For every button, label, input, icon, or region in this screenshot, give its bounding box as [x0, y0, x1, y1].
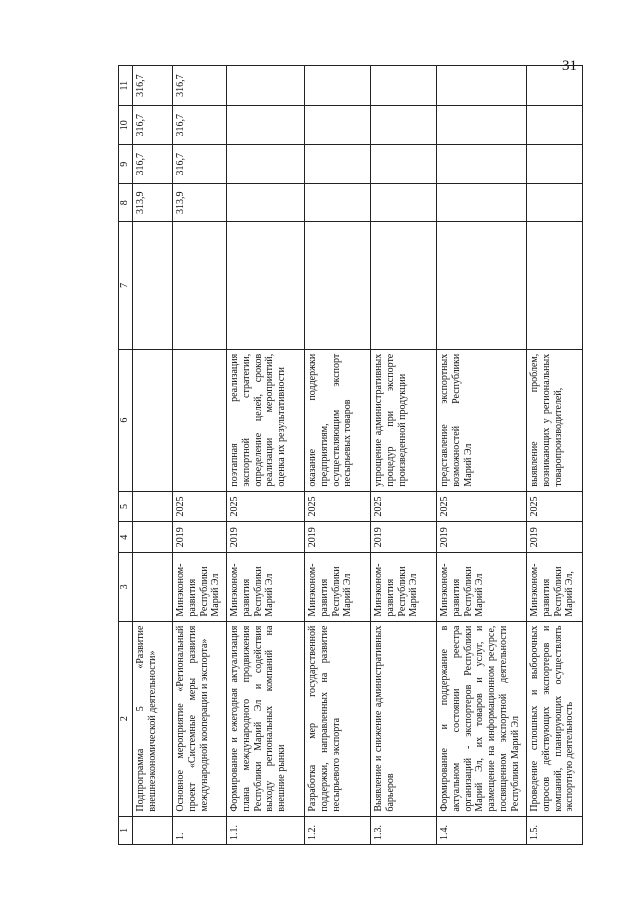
row-value-11	[305, 66, 371, 106]
rotated-table-wrapper	[118, 65, 598, 845]
subprogram-start	[133, 522, 173, 553]
program-activities-table	[118, 65, 583, 845]
row-indicator	[371, 222, 437, 350]
row-num: 1.	[173, 816, 227, 844]
row-indicator	[173, 222, 227, 350]
subprogram-value-10: 316,7	[133, 106, 173, 145]
row-end-year: 2025	[371, 491, 437, 522]
row-result	[173, 349, 227, 491]
header-col-9: 9	[119, 145, 133, 184]
row-start-year: 2019	[173, 522, 227, 553]
row-executor: Минэконом-развития Республики Марий Эл	[227, 553, 305, 622]
row-activity: Разработка мер государственной поддержки, направленных на развитие несырьевого экспорта	[305, 621, 371, 816]
row-start-year: 2019	[227, 522, 305, 553]
table-row	[305, 66, 371, 845]
row-result: упрощение административных процедур при экспорте произведенной продукции	[371, 349, 437, 491]
row-end-year: 2025	[305, 491, 371, 522]
row-indicator	[305, 222, 371, 350]
row-result: оказание поддержки предприятиям, осуществляющим экспорт несырьевых товаров	[305, 349, 371, 491]
row-end-year: 2025	[173, 491, 227, 522]
row-value-8: 313,9	[173, 184, 227, 222]
header-col-4: 4	[119, 522, 133, 553]
row-value-9: 316,7	[173, 145, 227, 184]
row-value-10	[527, 106, 583, 145]
header-col-2: 2	[119, 621, 133, 816]
row-start-year: 2019	[371, 522, 437, 553]
subprogram-exec	[133, 553, 173, 622]
row-num: 1.5.	[527, 816, 583, 844]
subprogram-num	[133, 816, 173, 844]
table-row	[437, 66, 527, 845]
row-value-10	[227, 106, 305, 145]
header-col-10: 10	[119, 106, 133, 145]
row-num: 1.3.	[371, 816, 437, 844]
header-col-5: 5	[119, 491, 133, 522]
row-end-year: 2025	[527, 491, 583, 522]
table-row	[173, 66, 227, 845]
row-value-9	[305, 145, 371, 184]
page-number: 31	[562, 58, 577, 74]
row-value-11: 316,7	[173, 66, 227, 106]
header-col-7: 7	[119, 222, 133, 350]
row-value-11	[437, 66, 527, 106]
row-result: представление экспортных возможностей Республики Марий Эл	[437, 349, 527, 491]
row-indicator	[437, 222, 527, 350]
row-value-11	[227, 66, 305, 106]
subprogram-indicator	[133, 222, 173, 350]
row-activity: Формирование и ежегодная актуализация плана международного продвижения Республики Марий Эл и содействия выходу региональных компаний на внешние рынки	[227, 621, 305, 816]
table-row	[227, 66, 305, 845]
subprogram-end	[133, 491, 173, 522]
row-start-year: 2019	[527, 522, 583, 553]
row-result: поэтапная реализация экспортной стратегии, определение целей, сроков реализации мероприятий, оценка их результативности	[227, 349, 305, 491]
row-value-8	[227, 184, 305, 222]
header-col-8: 8	[119, 184, 133, 222]
row-executor: Минэконом-развития Республики Марий Эл,	[527, 553, 583, 622]
subprogram-value-11: 316,7	[133, 66, 173, 106]
header-col-1: 1	[119, 816, 133, 844]
row-value-8	[437, 184, 527, 222]
row-result: выявление проблем, возникающих у региональных товаропроизводителей,	[527, 349, 583, 491]
row-activity: Формирование и поддержание в актуальном состоянии реестра организаций - экспортеров Республики Марий Эл, их товаров и услуг, и размещение на информационном ресурсе, посвященном экспортной деятельности Республики Марий Эл	[437, 621, 527, 816]
subprogram-row	[133, 66, 173, 845]
row-executor: Минэконом-развития Республики Марий Эл	[437, 553, 527, 622]
row-num: 1.1.	[227, 816, 305, 844]
subprogram-result	[133, 349, 173, 491]
row-value-10: 316,7	[173, 106, 227, 145]
subprogram-value-8: 313,9	[133, 184, 173, 222]
row-end-year: 2025	[227, 491, 305, 522]
row-value-10	[437, 106, 527, 145]
row-value-11	[371, 66, 437, 106]
header-row	[119, 66, 133, 845]
row-num: 1.2.	[305, 816, 371, 844]
row-start-year: 2019	[305, 522, 371, 553]
table-row	[371, 66, 437, 845]
header-col-11: 11	[119, 66, 133, 106]
row-activity: Выявление и снижение административных барьеров	[371, 621, 437, 816]
row-end-year: 2025	[437, 491, 527, 522]
row-value-8	[527, 184, 583, 222]
row-value-11	[527, 66, 583, 106]
row-activity: Основное мероприятие «Региональный проект «Системные меры развития международной кооперации и экспорта»	[173, 621, 227, 816]
row-value-10	[371, 106, 437, 145]
header-col-6: 6	[119, 349, 133, 491]
row-executor: Минэконом-развития Республики Марий Эл	[173, 553, 227, 622]
row-value-9	[437, 145, 527, 184]
row-value-10	[305, 106, 371, 145]
row-value-9	[227, 145, 305, 184]
row-value-9	[371, 145, 437, 184]
row-indicator	[527, 222, 583, 350]
subprogram-value-9: 316,7	[133, 145, 173, 184]
row-start-year: 2019	[437, 522, 527, 553]
table-row	[527, 66, 583, 845]
header-col-3: 3	[119, 553, 133, 622]
row-executor: Минэконом-развития Республики Марий Эл	[305, 553, 371, 622]
row-num: 1.4.	[437, 816, 527, 844]
row-value-8	[305, 184, 371, 222]
row-value-9	[527, 145, 583, 184]
row-executor: Минэконом-развития Республики Марий Эл	[371, 553, 437, 622]
subprogram-title: Подпрограмма 5 «Развитие внешнеэкономической деятельности»	[133, 621, 173, 816]
row-value-8	[371, 184, 437, 222]
row-activity: Проведение сплошных и выборочных опросов действующих экспортеров и компаний, планирующих осуществлять экспортную деятельность	[527, 621, 583, 816]
row-indicator	[227, 222, 305, 350]
